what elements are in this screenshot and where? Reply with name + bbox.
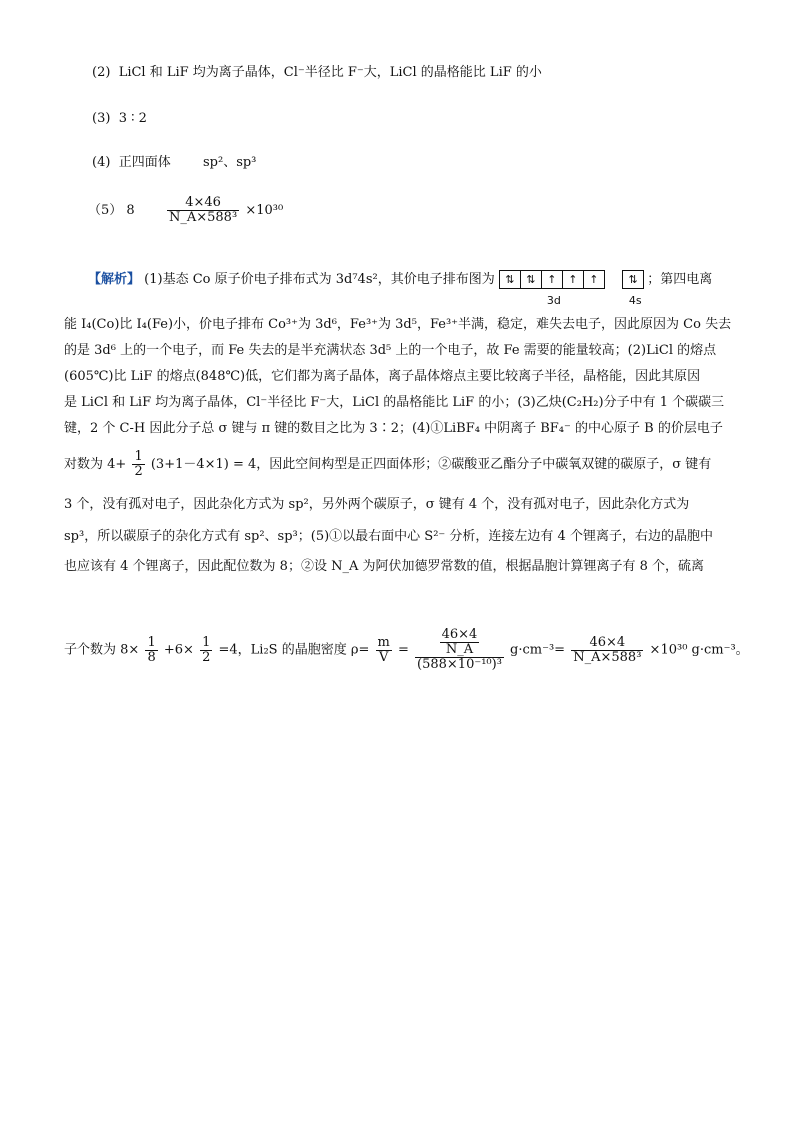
analysis-l11a: 子个数为 8×: [64, 642, 140, 658]
answer-5-factor: ×10³⁰: [245, 203, 284, 218]
answer-5-numerator: 4×46: [167, 196, 239, 211]
fraction-numerator: 46×4: [571, 636, 643, 651]
answer-5-denominator: N_A×588³: [168, 210, 238, 225]
fraction-denominator: V: [378, 649, 389, 665]
analysis-line-10: 也应该有 4 个锂离子，因此配位数为 8；②设 N_A 为阿伏加德罗常数的值，根据晶胞计算锂离子有 8 个，硫离: [64, 559, 705, 574]
answer-4-num: (4): [92, 155, 111, 170]
answer-2-num: (2): [92, 65, 111, 80]
analysis-line-3: 的是 3d⁶ 上的一个电子，而 Fe 失去的是半充满状态 3d⁵ 上的一个电子，故 Fe 需要的能量较高；(2)LiCl 的熔点: [64, 343, 717, 358]
density-top-fraction: [440, 628, 480, 657]
orbital-4s-box: ⇅: [622, 270, 644, 289]
analysis-l11-eq: =: [397, 642, 409, 658]
answer-5-cn: 8: [126, 203, 135, 218]
fraction-numerator: 46×4: [441, 627, 478, 642]
orbital-diagram: [499, 270, 643, 307]
orbital-3d-box: ↑: [583, 270, 605, 289]
density-top: [415, 628, 504, 658]
analysis-l11-tail: ×10³⁰ g·cm⁻³。: [649, 642, 749, 658]
analysis-l1b: ；第四电离: [647, 272, 713, 287]
answer-5-num: （5）: [88, 203, 123, 218]
answer-2: [92, 64, 542, 82]
fraction-numerator: m: [377, 634, 390, 650]
density-final-fraction: [571, 636, 643, 665]
fraction-numerator: 1: [147, 634, 156, 650]
analysis-l7b: (3+1－4×1) = 4，因此空间构型是正四面体形；②碳酸亚乙酯分子中碳氧双键的碳原子，σ 键有: [150, 457, 712, 472]
answer-3: [92, 110, 147, 128]
analysis-line-11: [64, 628, 749, 672]
fraction-one-half: [200, 636, 212, 665]
analysis-l7a: 对数为 4+: [64, 457, 127, 472]
answer-4: [92, 154, 256, 172]
density-bottom: (588×10⁻¹⁰)³: [417, 657, 502, 672]
analysis-line-4: (605℃)比 LiF 的熔点(848℃)低，它们都为离子晶体，离子晶体熔点主要比较离子半径，晶格能，因此其原因: [64, 369, 701, 384]
analysis-line-9: sp³，所以碳原子的杂化方式有 sp²、sp³；(5)①以最右面中心 S²⁻ 分析，连接左边有 4 个锂离子，右边的晶胞中: [64, 529, 713, 544]
half-numerator: 1: [134, 449, 143, 464]
orbital-3d-box: ⇅: [499, 270, 521, 289]
analysis-line-5: 是 LiCl 和 LiF 均为离子晶体，Cl⁻半径比 F⁻大，LiCl 的晶格能比 LiF 的小；(3)乙炔(C₂H₂)分子中有 1 个碳碳三: [64, 395, 725, 410]
fraction-denominator: 2: [202, 649, 211, 665]
analysis-l11-unit1: g·cm⁻³=: [510, 642, 566, 658]
answer-5-fraction: [167, 196, 239, 225]
density-compound-fraction: [415, 628, 504, 672]
orbital-3d-box: ↑: [541, 270, 563, 289]
answer-4-shape: 正四面体: [118, 155, 171, 170]
answer-4-hybrid: sp²、sp³: [202, 155, 257, 170]
answer-5: [88, 196, 283, 225]
fraction-denominator: N_A×588³: [573, 649, 642, 665]
answer-3-num: (3): [92, 111, 111, 126]
analysis-line-8: 3 个，没有孤对电子，因此杂化方式为 sp²，另外两个碳原子，σ 键有 4 个，没有孤对电子，因此杂化方式为: [64, 497, 690, 512]
orbital-3d-label: 3d: [546, 294, 561, 307]
orbital-3d-box: ⇅: [520, 270, 542, 289]
fraction-one-eighth: [145, 636, 157, 665]
fraction-numerator: 1: [202, 634, 211, 650]
half-denominator: 2: [134, 464, 143, 479]
fraction-m-over-v: [376, 636, 392, 665]
analysis-l11b: =4，Li₂S 的晶胞密度 ρ=: [218, 642, 370, 658]
answer-2-text: LiCl 和 LiF 均为离子晶体，Cl⁻半径比 F⁻大，LiCl 的晶格能比 LiF 的小: [118, 65, 542, 80]
analysis-tag: 【解析】: [88, 272, 141, 287]
analysis-l11-plus: +6×: [163, 642, 194, 658]
fraction-denominator: 8: [147, 649, 156, 665]
analysis-line-7: [64, 450, 711, 479]
analysis-line-6: 键，2 个 C-H 因此分子总 σ 键与 π 键的数目之比为 3∶2；(4)①LiBF₄ 中阴离子 BF₄⁻ 的中心原子 B 的价层电子: [64, 421, 723, 436]
half-fraction: [132, 450, 144, 479]
orbital-4s-label: 4s: [628, 294, 642, 307]
fraction-denominator: N_A: [445, 642, 474, 657]
analysis-l1a: (1)基态 Co 原子价电子排布式为 3d⁷4s²，其价电子排布图为: [144, 272, 495, 287]
orbital-3d-box: ↑: [562, 270, 584, 289]
answer-3-text: 3 ∶ 2: [118, 111, 147, 126]
analysis-line-1: [88, 270, 713, 307]
analysis-line-2: 能 I₄(Co)比 I₄(Fe)小，价电子排布 Co³⁺为 3d⁶，Fe³⁺为 3d⁵，Fe³⁺半满，稳定，难失去电子，因此原因为 Co 失去: [64, 317, 732, 332]
